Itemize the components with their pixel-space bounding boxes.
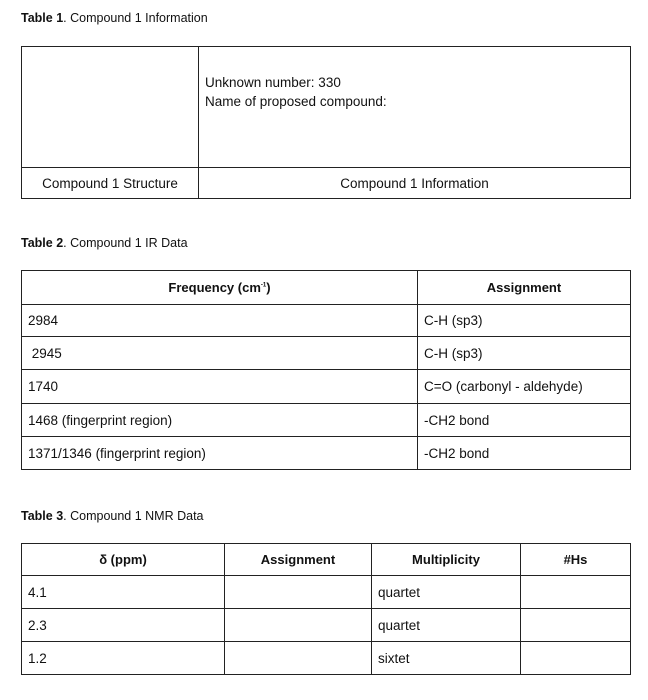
- multiplicity-cell[interactable]: sixtet: [372, 642, 521, 675]
- table1-compound-information: [21, 46, 631, 199]
- frequency-unit-superscript: -1: [260, 282, 267, 289]
- frequency-cell[interactable]: 1468 (fingerprint region): [22, 404, 418, 437]
- hydrogen-count-cell[interactable]: [521, 642, 631, 675]
- frequency-header-text: Frequency (cm: [168, 280, 261, 295]
- table-row: [22, 576, 631, 609]
- hydrogen-count-cell[interactable]: [521, 609, 631, 642]
- table-row: [22, 305, 631, 337]
- nmr-assignment-cell[interactable]: [225, 642, 372, 675]
- table3-caption: [21, 509, 204, 523]
- table-row: [22, 337, 631, 370]
- table-row: [22, 370, 631, 404]
- structure-drawing-cell[interactable]: [22, 47, 199, 168]
- ir-assignment-cell[interactable]: C=O (carbonyl - aldehyde): [418, 370, 631, 404]
- multiplicity-cell[interactable]: quartet: [372, 576, 521, 609]
- shift-cell[interactable]: 1.2: [22, 642, 225, 675]
- ir-assignment-cell[interactable]: -CH2 bond: [418, 404, 631, 437]
- hydrogen-count-cell[interactable]: [521, 576, 631, 609]
- frequency-cell[interactable]: 1371/1346 (fingerprint region): [22, 437, 418, 470]
- shift-cell[interactable]: 4.1: [22, 576, 225, 609]
- table1-caption: [21, 11, 208, 25]
- frequency-header: [22, 271, 418, 305]
- table1-caption-number: Table 1: [21, 11, 64, 25]
- nmr-assignment-header: Assignment: [225, 544, 372, 576]
- multiplicity-header: Multiplicity: [372, 544, 521, 576]
- table1-caption-title: . Compound 1 Information: [63, 11, 208, 25]
- compound-info-cell[interactable]: [199, 47, 631, 168]
- frequency-header-close: ): [266, 280, 271, 295]
- multiplicity-cell[interactable]: quartet: [372, 609, 521, 642]
- shift-header: δ (ppm): [22, 544, 225, 576]
- table2-caption: [21, 236, 188, 250]
- ir-assignment-header: Assignment: [418, 271, 631, 305]
- table2-ir-data: [21, 270, 631, 470]
- table3-nmr-data: [21, 543, 631, 675]
- structure-footer: Compound 1 Structure: [22, 168, 199, 199]
- table-row: [22, 609, 631, 642]
- unknown-number-label: Unknown number: 330: [205, 75, 341, 90]
- nmr-assignment-cell[interactable]: [225, 576, 372, 609]
- proposed-name-label: Name of proposed compound:: [205, 94, 387, 109]
- hydrogen-count-header: #Hs: [521, 544, 631, 576]
- frequency-cell[interactable]: 2945: [22, 337, 418, 370]
- table2-caption-title: . Compound 1 IR Data: [63, 236, 188, 250]
- table2-caption-number: Table 2: [21, 236, 64, 250]
- frequency-cell[interactable]: 2984: [22, 305, 418, 337]
- information-footer: Compound 1 Information: [199, 168, 631, 199]
- ir-assignment-cell[interactable]: -CH2 bond: [418, 437, 631, 470]
- nmr-assignment-cell[interactable]: [225, 609, 372, 642]
- ir-assignment-cell[interactable]: C-H (sp3): [418, 305, 631, 337]
- table-row: [22, 404, 631, 437]
- table3-caption-number: Table 3: [21, 509, 64, 523]
- table-row: [22, 642, 631, 675]
- table3-caption-title: . Compound 1 NMR Data: [63, 509, 204, 523]
- table-row: [22, 437, 631, 470]
- ir-assignment-cell[interactable]: C-H (sp3): [418, 337, 631, 370]
- frequency-cell[interactable]: 1740: [22, 370, 418, 404]
- shift-cell[interactable]: 2.3: [22, 609, 225, 642]
